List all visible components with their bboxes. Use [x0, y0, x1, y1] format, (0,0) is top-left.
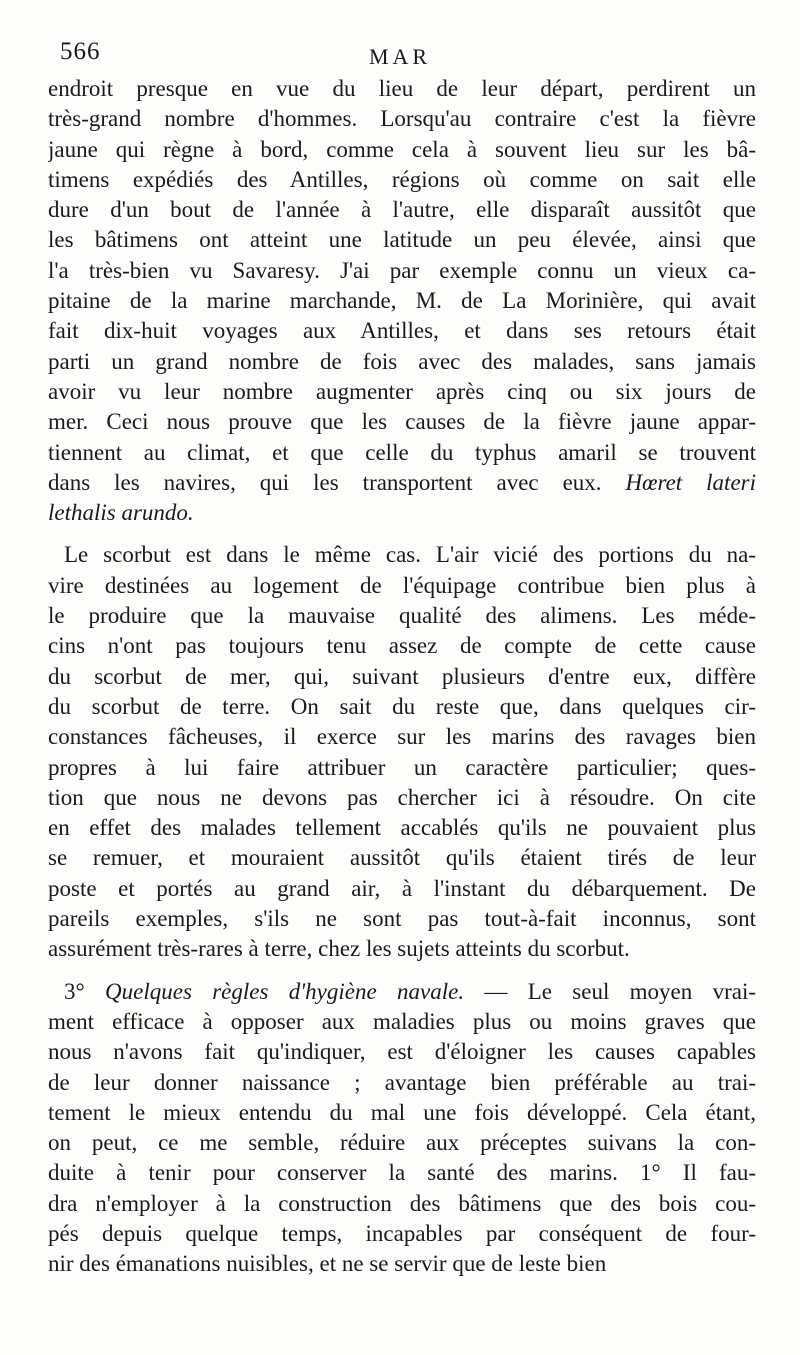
- text-line: avoir vu leur nombre augmenter après cinq ou six jours de: [48, 378, 756, 404]
- text-line: duite à tenir pour conserver la santé des marins. 1° Il fau-: [48, 1160, 756, 1186]
- paragraph: [48, 977, 756, 1280]
- text-line: tiennent au climat, et que celle du typhus amaril se trouvent: [48, 439, 756, 465]
- text-line: les bâtimens ont atteint une latitude un peu élevée, ainsi que: [48, 227, 756, 253]
- text-line: dure d'un bout de l'année à l'autre, elle disparaît aussitôt que: [48, 197, 756, 223]
- text-line: l'a très-bien vu Savaresy. J'ai par exemple connu un vieux ca-: [48, 257, 756, 283]
- text-line: pitaine de la marine marchande, M. de La Morinière, qui avait: [48, 288, 756, 314]
- text-line: se remuer, et mouraient aussitôt qu'ils étaient tirés de leur: [48, 845, 756, 871]
- text-line: mer. Ceci nous prouve que les causes de la fièvre jaune appar-: [48, 409, 756, 435]
- text-line: pés depuis quelque temps, incapables par conséquent de four-: [48, 1220, 756, 1246]
- text-line: jaune qui règne à bord, comme cela à souvent lieu sur les bâ-: [48, 136, 756, 162]
- text-line: du scorbut de mer, qui, suivant plusieurs d'entre eux, diffère: [48, 663, 756, 689]
- text-line: de leur donner naissance ; avantage bien préférable au trai-: [48, 1069, 756, 1095]
- text-line: Le scorbut est dans le même cas. L'air vicié des portions du na-: [64, 542, 756, 568]
- paragraph: [48, 74, 756, 528]
- text-line: timens expédiés des Antilles, régions où comme on sait elle: [48, 166, 756, 192]
- text-line: dans les navires, qui les transportent avec eux. Hœret lateri: [48, 469, 756, 495]
- text-line: en effet des malades tellement accablés qu'ils ne pouvaient plus: [48, 815, 756, 841]
- running-head: MAR: [368, 44, 432, 69]
- text-line: parti un grand nombre de fois avec des malades, sans jamais: [48, 348, 756, 374]
- text-line: assurément très-rares à terre, chez les sujets atteints du scorbut.: [48, 936, 630, 962]
- text-line: vire destinées au logement de l'équipage contribue bien plus à: [48, 572, 756, 598]
- text-line: endroit presque en vue du lieu de leur départ, perdirent un: [48, 76, 756, 101]
- text-line: du scorbut de terre. On sait du reste que, dans quelques cir-: [48, 693, 756, 719]
- text-line: cins n'ont pas toujours tenu assez de compte de cette cause: [48, 633, 756, 659]
- text-line: lethalis arundo.: [48, 500, 194, 526]
- text-line: nous n'avons fait qu'indiquer, est d'éloigner les causes capables: [48, 1039, 756, 1065]
- page-number: 566: [60, 38, 101, 65]
- text-line: fait dix-huit voyages aux Antilles, et dans ses retours était: [48, 318, 756, 344]
- text-line: on peut, ce me semble, réduire aux préceptes suivans la con-: [48, 1130, 756, 1156]
- text-line: le produire que la mauvaise qualité des alimens. Les méde-: [48, 603, 756, 629]
- text-body: [48, 74, 756, 1280]
- text-line: constances fâcheuses, il exerce sur les marins des ravages bien: [48, 724, 756, 750]
- paragraph: [48, 540, 756, 964]
- paragraph-gap: [48, 965, 756, 977]
- text-line: tion que nous ne devons pas chercher ici à résoudre. On cite: [48, 784, 756, 810]
- text-line: très-grand nombre d'hommes. Lorsqu'au contraire c'est la fièvre: [48, 106, 756, 132]
- text-line: propres à lui faire attribuer un caractère particulier; ques-: [48, 754, 756, 780]
- text-line: pareils exemples, s'ils ne sont pas tout-à-fait inconnus, sont: [48, 906, 756, 932]
- text-line: tement le mieux entendu du mal une fois développé. Cela étant,: [48, 1099, 756, 1125]
- text-line: 3° Quelques règles d'hygiène navale. — Le seul moyen vrai-: [64, 978, 756, 1004]
- text-line: poste et portés au grand air, à l'instant du débarquement. De: [48, 875, 756, 901]
- paragraph-gap: [48, 528, 756, 540]
- page-header: [48, 34, 752, 74]
- text-line: ment efficace à opposer aux maladies plus ou moins graves que: [48, 1008, 756, 1034]
- text-line: nir des émanations nuisibles, et ne se servir que de leste bien: [48, 1251, 607, 1277]
- text-line: dra n'employer à la construction des bâtimens que des bois cou-: [48, 1190, 756, 1216]
